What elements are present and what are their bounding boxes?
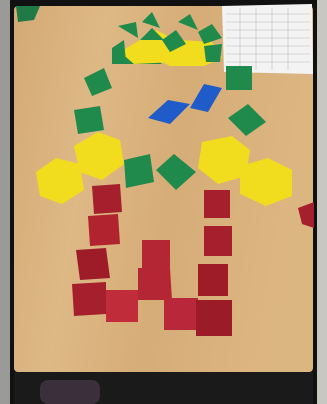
red-square: [72, 282, 106, 316]
green-square: [124, 154, 154, 188]
green-square: [74, 106, 104, 134]
green-square: [226, 66, 252, 90]
red-square: [204, 226, 232, 256]
red-square: [88, 214, 120, 246]
red-square: [142, 240, 170, 270]
bottom-object: [40, 380, 100, 404]
red-square: [138, 268, 172, 300]
green-triangle: [204, 44, 222, 62]
red-square: [196, 300, 232, 336]
red-square: [106, 290, 138, 322]
red-square: [76, 248, 110, 280]
red-square: [198, 264, 228, 296]
paper-sheet: [222, 4, 313, 74]
red-square: [92, 184, 122, 214]
red-square: [164, 298, 198, 330]
right-background: [317, 0, 327, 404]
red-square: [204, 190, 230, 218]
left-background: [0, 0, 10, 404]
